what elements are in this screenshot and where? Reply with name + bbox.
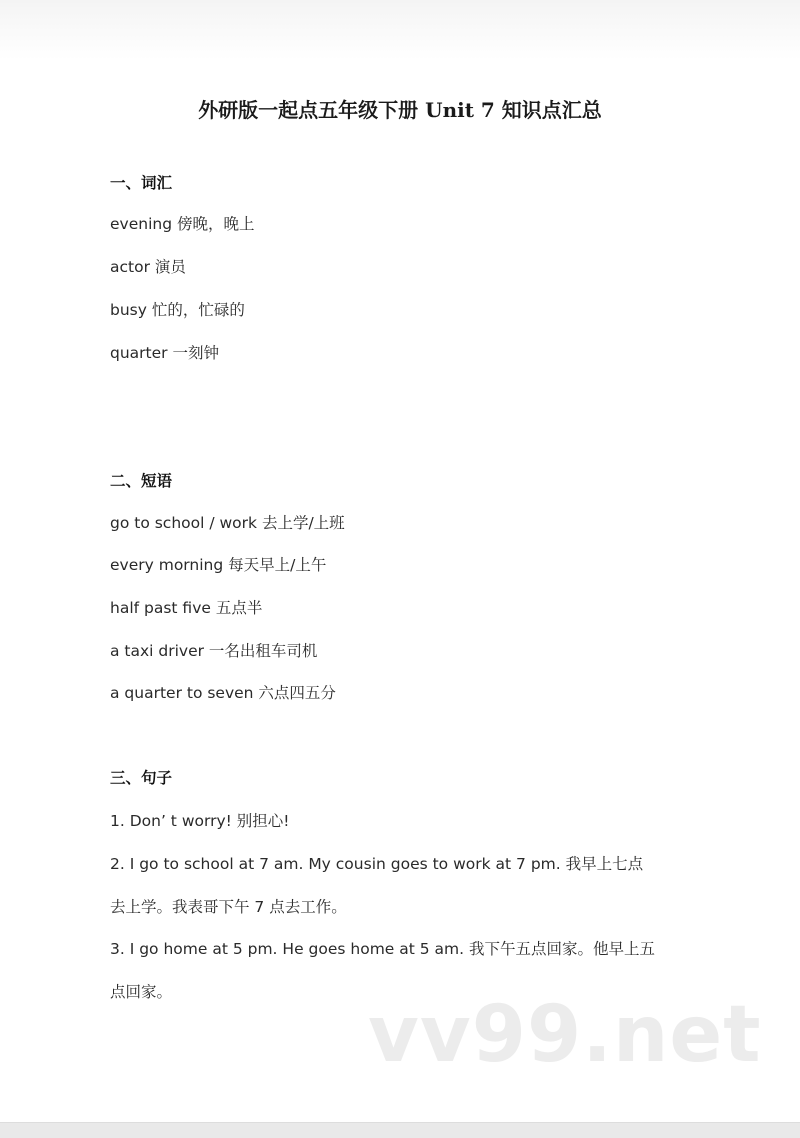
page-bottom-edge (0, 1122, 800, 1138)
vocab-item: busy 忙的，忙碌的 (110, 301, 245, 319)
section-heading-phrases: 二、短语 (110, 472, 173, 490)
vocab-item: actor 演员 (110, 258, 186, 276)
phrase-item: every morning 每天早上/上午 (110, 556, 327, 574)
vocab-item: evening 傍晚，晚上 (110, 215, 255, 233)
sentence-line: 2. I go to school at 7 am. My cousin goes to work at 7 pm. 我早上七点 (110, 855, 644, 873)
sentence-line: 1. Don’ t worry! 别担心! (110, 812, 290, 830)
watermark: vv99.net (368, 990, 762, 1080)
section-heading-vocabulary: 一、词汇 (110, 174, 173, 192)
phrase-item: a quarter to seven 六点四五分 (110, 684, 336, 702)
vocab-item: quarter 一刻钟 (110, 344, 219, 362)
phrase-item: half past five 五点半 (110, 599, 263, 617)
phrase-item: go to school / work 去上学/上班 (110, 514, 345, 532)
sentence-line: 点回家。 (110, 983, 173, 1001)
section-heading-sentences: 三、句子 (110, 769, 173, 787)
sentence-line: 3. I go home at 5 pm. He goes home at 5 am. 我下午五点回家。他早上五 (110, 940, 656, 958)
document-title: 外研版一起点五年级下册 Unit 7 知识点汇总 (198, 98, 602, 122)
phrase-item: a taxi driver 一名出租车司机 (110, 642, 318, 660)
sentence-line: 去上学。我表哥下午 7 点去工作。 (110, 898, 347, 916)
page-top-shade (0, 0, 800, 60)
